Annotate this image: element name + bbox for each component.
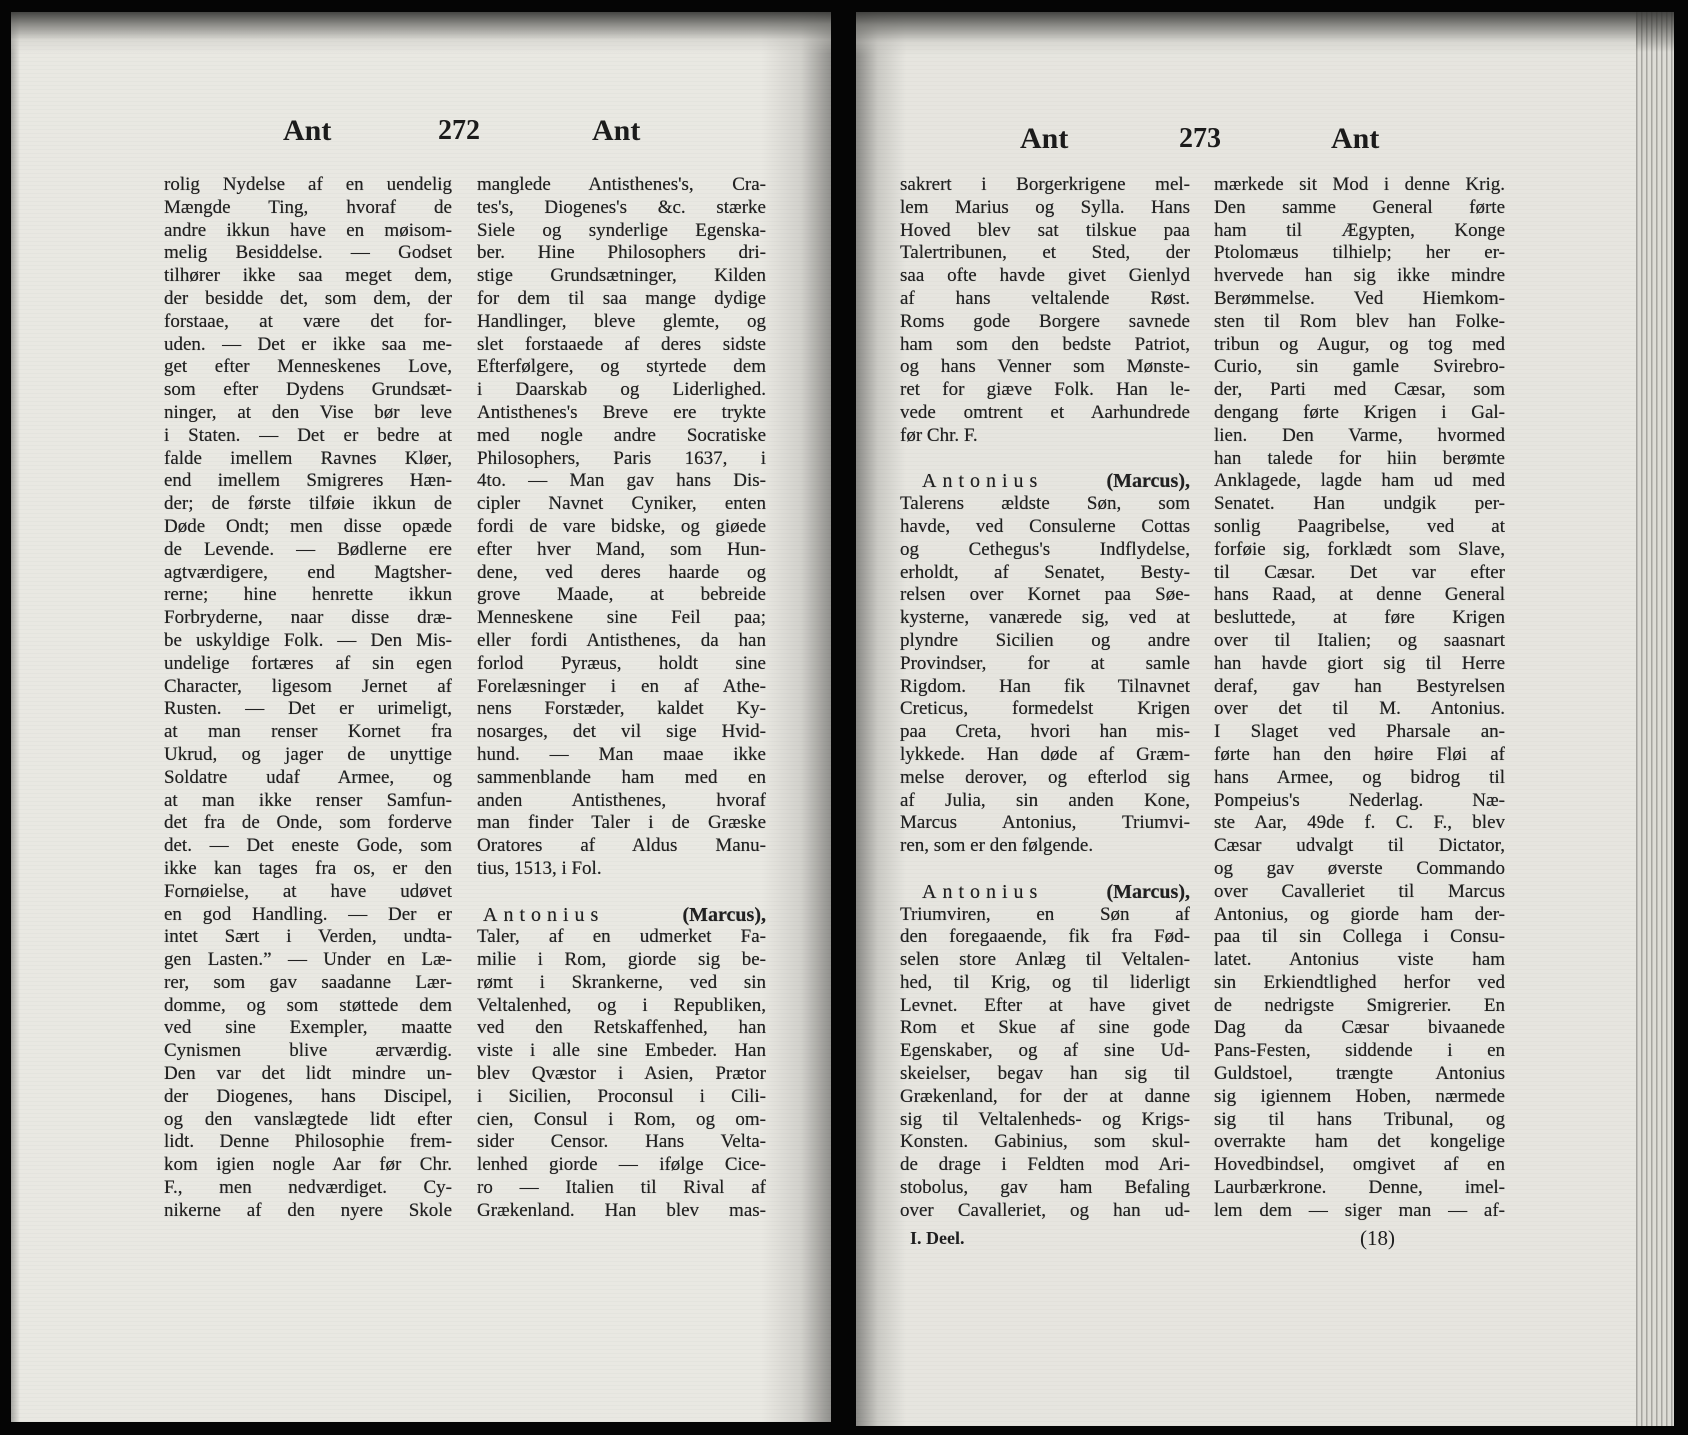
text-line: Antonius, og giorde ham der- [1214, 903, 1505, 925]
entry-heading [900, 470, 1190, 493]
text-line: sammenblande ham med en [477, 766, 766, 788]
text-line: Guldstoel, trængte Antonius [1214, 1063, 1505, 1085]
text-line: Senatet. Han undgik per- [1214, 493, 1505, 515]
running-head-left: Ant [1020, 122, 1069, 155]
text-line: Menneskene sine Feil paa; [477, 607, 766, 629]
text-line: tes's, Diogenes's &c. stærke [477, 196, 766, 218]
text-line: uden. — Det er ikke saa me- [164, 333, 452, 355]
text-line: cien, Consul i Rom, og om- [477, 1108, 766, 1130]
text-line: Cæsar udvalgt til Dictator, [1214, 835, 1505, 857]
text-line: i Daarskab og Liderlighed. [477, 379, 766, 401]
text-line: eller fordi Antisthenes, da han [477, 629, 766, 651]
text-line: og gav øverste Commando [1214, 857, 1505, 879]
text-line: hed, til Krig, og til liderligt [900, 971, 1190, 993]
text-line: Philosophers, Paris 1637, i [477, 447, 766, 469]
entry-heading-name: Antonius [922, 470, 1044, 493]
entry-heading [900, 881, 1190, 904]
text-line: Ptolomæus tilhielp; her er- [1214, 242, 1505, 264]
text-line: paa Creta, hvori han mis- [900, 721, 1190, 743]
text-line: for dem til saa mange dydige [477, 287, 766, 309]
text-line: rømt i Skrankerne, ved sin [477, 971, 766, 993]
text-line: ikke kan tages fra os, er den [164, 857, 452, 879]
text-line: over til Italien; og saasnart [1214, 629, 1505, 651]
text-line: end imellem Smigreres Hæn- [164, 470, 452, 492]
text-line: Berømmelse. Ved Hiemkom- [1214, 287, 1505, 309]
text-line: Forbryderne, naar disse dræ- [164, 607, 452, 629]
text-line: med nogle andre Socratiske [477, 424, 766, 446]
text-line: ber. Hine Philosophers dri- [477, 242, 766, 264]
text-line: skeielser, begav han sig til [900, 1063, 1190, 1085]
paragraph-gap [477, 881, 766, 904]
text-line: Rusten. — Det er urimeligt, [164, 698, 452, 720]
text-line: Døde Ondt; men disse opæde [164, 515, 452, 537]
text-line: ved sine Exempler, maatte [164, 1017, 452, 1039]
text-line: get efter Menneskenes Love, [164, 356, 452, 378]
text-line: stige Grundsætninger, Kilden [477, 265, 766, 287]
text-line: sin Erkiendtlighed herfor ved [1214, 971, 1505, 993]
text-line: forstaae, at være det for- [164, 310, 452, 332]
running-head-right: Ant [592, 114, 641, 147]
text-line: nikerne af den nyere Skole [164, 1199, 452, 1221]
text-line: det fra de Onde, som forderve [164, 812, 452, 834]
text-line: dene, ved deres haarde og [477, 561, 766, 583]
text-line: lem dem — siger man — af- [1214, 1199, 1505, 1221]
text-line: domme, og som støttede dem [164, 994, 452, 1016]
text-line: vede omtrent et Aarhundrede [900, 401, 1190, 423]
text-line: ninger, at den Vise bør leve [164, 401, 452, 423]
text-line: forlod Pyræus, holdt sine [477, 652, 766, 674]
text-line: selen store Anlæg til Veltalen- [900, 949, 1190, 971]
text-line: tilhører ikke saa meget dem, [164, 265, 452, 287]
text-line: lenhed giorde — ifølge Cice- [477, 1154, 766, 1176]
text-line: tius, 1513, i Fol. [477, 857, 602, 879]
text-line: Roms gode Borgere savnede [900, 310, 1190, 332]
text-line: slet forstaaede af deres sidste [477, 333, 766, 355]
text-line: Siele og synderlige Egenska- [477, 219, 766, 241]
text-line: af Julia, sin anden Kone, [900, 789, 1190, 811]
text-line: overrakte ham det kongelige [1214, 1131, 1505, 1153]
right-page-column-1 [900, 174, 1190, 1223]
text-line: stobolus, gav ham Befaling [900, 1177, 1190, 1199]
text-line: de Levende. — Bødlerne ere [164, 538, 452, 560]
text-line: den foregaaende, fik fra Fød- [900, 926, 1190, 948]
text-line: kysterne, vanærede sig, ved at [900, 607, 1190, 629]
left-page-column-2 [477, 174, 766, 1223]
page-number: 273 [1179, 123, 1221, 154]
text-line: lidt. Denne Philosophie frem- [164, 1131, 452, 1153]
text-line: 4to. — Man gav hans Dis- [477, 470, 766, 492]
text-line: fordi de vare bidske, og giøede [477, 515, 766, 537]
text-line: nens Forstæder, kaldet Ky- [477, 698, 766, 720]
text-line: rerne; hine henrette ikkun [164, 584, 452, 606]
text-line: lem Marius og Sylla. Hans [900, 196, 1190, 218]
text-line: havde, ved Consulerne Cottas [900, 515, 1190, 537]
text-line: cipler Navnet Cyniker, enten [477, 493, 766, 515]
right-page-column-2 [1214, 174, 1505, 1223]
text-line: at man ikke renser Samfun- [164, 789, 452, 811]
text-line: dengang førte Krigen i Gal- [1214, 401, 1505, 423]
text-line: erholdt, af Senatet, Besty- [900, 561, 1190, 583]
text-line: til Cæsar. Det var efter [1214, 561, 1505, 583]
text-line: Ukrud, og jager de unyttige [164, 743, 452, 765]
text-line: ham som den bedste Patriot, [900, 333, 1190, 355]
text-line: sten til Rom blev han Folke- [1214, 310, 1505, 332]
text-line: hund. — Man maae ikke [477, 743, 766, 765]
text-line: Den var det lidt mindre un- [164, 1063, 452, 1085]
text-line: ham til Ægypten, Konge [1214, 219, 1505, 241]
text-line: Konsten. Gabinius, som skul- [900, 1131, 1190, 1153]
text-line: det. — Det eneste Gode, som [164, 835, 452, 857]
text-line: melse derover, og efterlod sig [900, 766, 1190, 788]
text-line: som efter Dydens Grundsæt- [164, 379, 452, 401]
text-line: Talerens ældste Søn, som [900, 493, 1190, 515]
text-line: kom igien nogle Aar før Chr. [164, 1154, 452, 1176]
text-line: Forelæsninger i en af Athe- [477, 675, 766, 697]
text-line: at man renser Kornet fra [164, 721, 452, 743]
running-head-left: Ant [283, 114, 332, 147]
text-line: Fornøielse, at have udøvet [164, 880, 452, 902]
text-line: Character, ligesom Jernet af [164, 675, 452, 697]
text-line: førte han den høire Fløi af [1214, 743, 1505, 765]
text-line: sig igiennem Hoben, nærmede [1214, 1085, 1505, 1107]
text-line: og hans Venner som Mønste- [900, 356, 1190, 378]
text-line: andre ikkun have en møisom- [164, 219, 452, 241]
text-line: paa til sin Collega i Consu- [1214, 926, 1505, 948]
text-line: Creticus, formedelst Krigen [900, 698, 1190, 720]
text-line: Hovedbindsel, omgivet af en [1214, 1154, 1505, 1176]
text-line: Pans-Festen, siddende i en [1214, 1040, 1505, 1062]
text-line: Handlinger, bleve glemte, og [477, 310, 766, 332]
entry-heading-name: Antonius [483, 903, 605, 926]
text-line: relsen over Kornet paa Søe- [900, 584, 1190, 606]
text-line: Anklagede, lagde ham ud med [1214, 470, 1505, 492]
text-line: Grækenland, for der at danne [900, 1085, 1190, 1107]
signature-mark: I. Deel. [910, 1228, 965, 1248]
text-line: Talertribunen, et Sted, der [900, 242, 1190, 264]
running-head-right: Ant [1331, 122, 1380, 155]
text-line: ro — Italien til Rival af [477, 1177, 766, 1199]
sheet-number: (18) [1360, 1226, 1395, 1250]
text-line: over Cavalleriet, og han ud- [900, 1199, 1190, 1221]
text-line: Laurbærkrone. Denne, imel- [1214, 1177, 1505, 1199]
text-line: Taler, af en udmerket Fa- [477, 926, 766, 948]
text-line: og den vanslægtede lidt efter [164, 1108, 452, 1130]
text-line: grove Maade, at bebreide [477, 584, 766, 606]
page-edges [1636, 12, 1674, 1426]
text-line: Grækenland. Han blev mas- [477, 1199, 766, 1221]
text-line: rolig Nydelse af en uendelig [164, 174, 452, 195]
text-line: viste i alle sine Embeder. Han [477, 1040, 766, 1062]
text-line: intet Sært i Verden, undta- [164, 926, 452, 948]
text-line: Egenskaber, og af sine Ud- [900, 1040, 1190, 1062]
text-line: Curio, sin gamle Svirebro- [1214, 356, 1505, 378]
text-line: sig til Veltalenheds- og Krigs- [900, 1108, 1190, 1130]
text-line: milie i Rom, giorde sig be- [477, 949, 766, 971]
text-line: rer, som gav saadanne Lær- [164, 971, 452, 993]
text-line: han talede for hiin berømte [1214, 447, 1505, 469]
text-line: I Slaget ved Pharsale an- [1214, 721, 1505, 743]
text-line: efter hver Mand, som Hun- [477, 538, 766, 560]
page-number: 272 [438, 115, 480, 146]
entry-heading-qualifier: (Marcus), [1106, 880, 1190, 903]
text-line: tribun og Augur, og tog med [1214, 333, 1505, 355]
text-line: hans Raad, at denne General [1214, 584, 1505, 606]
text-line: Mængde Ting, hvoraf de [164, 196, 452, 218]
text-line: be uskyldige Folk. — Den Mis- [164, 629, 452, 651]
right-page [856, 12, 1674, 1426]
text-line: Veltalenhed, og i Republiken, [477, 994, 766, 1016]
text-line: over Cavalleriet til Marcus [1214, 880, 1505, 902]
text-line: og Cethegus's Indflydelse, [900, 538, 1190, 560]
text-line: der Diogenes, hans Discipel, [164, 1085, 452, 1107]
text-line: nosarges, det vil sige Hvid- [477, 721, 766, 743]
text-line: agtværdigere, end Magtsher- [164, 561, 452, 583]
text-line: der besidde det, som dem, der [164, 287, 452, 309]
text-line: saa ofte havde givet Gienlyd [900, 265, 1190, 287]
text-line: man finder Taler i de Græske [477, 812, 766, 834]
text-line: Antisthenes's Breve ere trykte [477, 401, 766, 423]
text-line: der, Parti med Cæsar, som [1214, 379, 1505, 401]
text-line: over det til M. Antonius. [1214, 698, 1505, 720]
left-page-column-1 [164, 174, 452, 1223]
paragraph-gap [900, 858, 1190, 881]
text-line: de drage i Feldten mod Ari- [900, 1154, 1190, 1176]
text-line: der; de første tilføie ikkun de [164, 493, 452, 515]
text-line: undelige fortæres af sin egen [164, 652, 452, 674]
text-line: han havde giort sig til Herre [1214, 652, 1505, 674]
text-line: ret for giæve Folk. Han le- [900, 379, 1190, 401]
text-line: gen Lasten.” — Under en Læ- [164, 949, 452, 971]
text-line: Den samme General førte [1214, 196, 1505, 218]
text-line: Triumviren, en Søn af [900, 903, 1190, 925]
text-line: en god Handling. — Der er [164, 903, 452, 925]
text-line: manglede Antisthenes's, Cra- [477, 174, 766, 195]
text-line: ved den Retskaffenhed, han [477, 1017, 766, 1039]
text-line: de nedrigste Smigrerier. En [1214, 994, 1505, 1016]
text-line: anden Antisthenes, hvoraf [477, 789, 766, 811]
entry-heading [477, 904, 766, 927]
text-line: Marcus Antonius, Triumvi- [900, 812, 1190, 834]
text-line: mærkede sit Mod i denne Krig. [1214, 174, 1505, 195]
text-line: Efterfølgere, og styrtede dem [477, 356, 766, 378]
text-line: i Staten. — Det er bedre at [164, 424, 452, 446]
text-line: hans Armee, og bidrog til [1214, 766, 1505, 788]
text-line: Cynismen blive ærværdig. [164, 1040, 452, 1062]
text-line: Provindser, for at samle [900, 652, 1190, 674]
text-line: Dag da Cæsar bivaanede [1214, 1017, 1505, 1039]
text-line: blev Qvæstor i Asien, Prætor [477, 1063, 766, 1085]
text-line: besluttede, at føre Krigen [1214, 607, 1505, 629]
entry-heading-qualifier: (Marcus), [682, 903, 766, 926]
paragraph-gap [900, 448, 1190, 471]
text-line: Rom et Skue af sine gode [900, 1017, 1190, 1039]
text-line: forføie sig, forklædt som Slave, [1214, 538, 1505, 560]
text-line: lykkede. Han døde af Græm- [900, 743, 1190, 765]
text-line: F., men nedværdiget. Cy- [164, 1177, 452, 1199]
text-line: før Chr. F. [900, 424, 978, 446]
text-line: ren, som er den følgende. [900, 835, 1094, 857]
text-line: Rigdom. Han fik Tilnavnet [900, 675, 1190, 697]
entry-heading-qualifier: (Marcus), [1106, 470, 1190, 493]
text-line: Hoved blev sat tilskue paa [900, 219, 1190, 241]
text-line: i Sicilien, Proconsul i Cili- [477, 1085, 766, 1107]
entry-heading-name: Antonius [922, 880, 1044, 903]
text-line: melig Besiddelse. — Godset [164, 242, 452, 264]
text-line: ste Aar, 49de f. C. F., blev [1214, 812, 1505, 834]
text-line: sig til hans Tribunal, og [1214, 1108, 1505, 1130]
text-line: Oratores af Aldus Manu- [477, 835, 766, 857]
text-line: sider Censor. Hans Velta- [477, 1131, 766, 1153]
text-line: af hans veltalende Røst. [900, 287, 1190, 309]
text-line: Soldatre udaf Armee, og [164, 766, 452, 788]
text-line: hvervede han sig ikke mindre [1214, 265, 1505, 287]
text-line: sonlig Paagribelse, ved at [1214, 515, 1505, 537]
text-line: Pompeius's Nederlag. Næ- [1214, 789, 1505, 811]
text-line: latet. Antonius viste ham [1214, 949, 1505, 971]
text-line: lien. Den Varme, hvormed [1214, 424, 1505, 446]
text-line: sakrert i Borgerkrigene mel- [900, 174, 1190, 195]
left-page [11, 12, 831, 1422]
text-line: plyndre Sicilien og andre [900, 629, 1190, 651]
text-line: falde imellem Ravnes Kløer, [164, 447, 452, 469]
text-line: Levnet. Efter at have givet [900, 994, 1190, 1016]
text-line: deraf, gav han Bestyrelsen [1214, 675, 1505, 697]
